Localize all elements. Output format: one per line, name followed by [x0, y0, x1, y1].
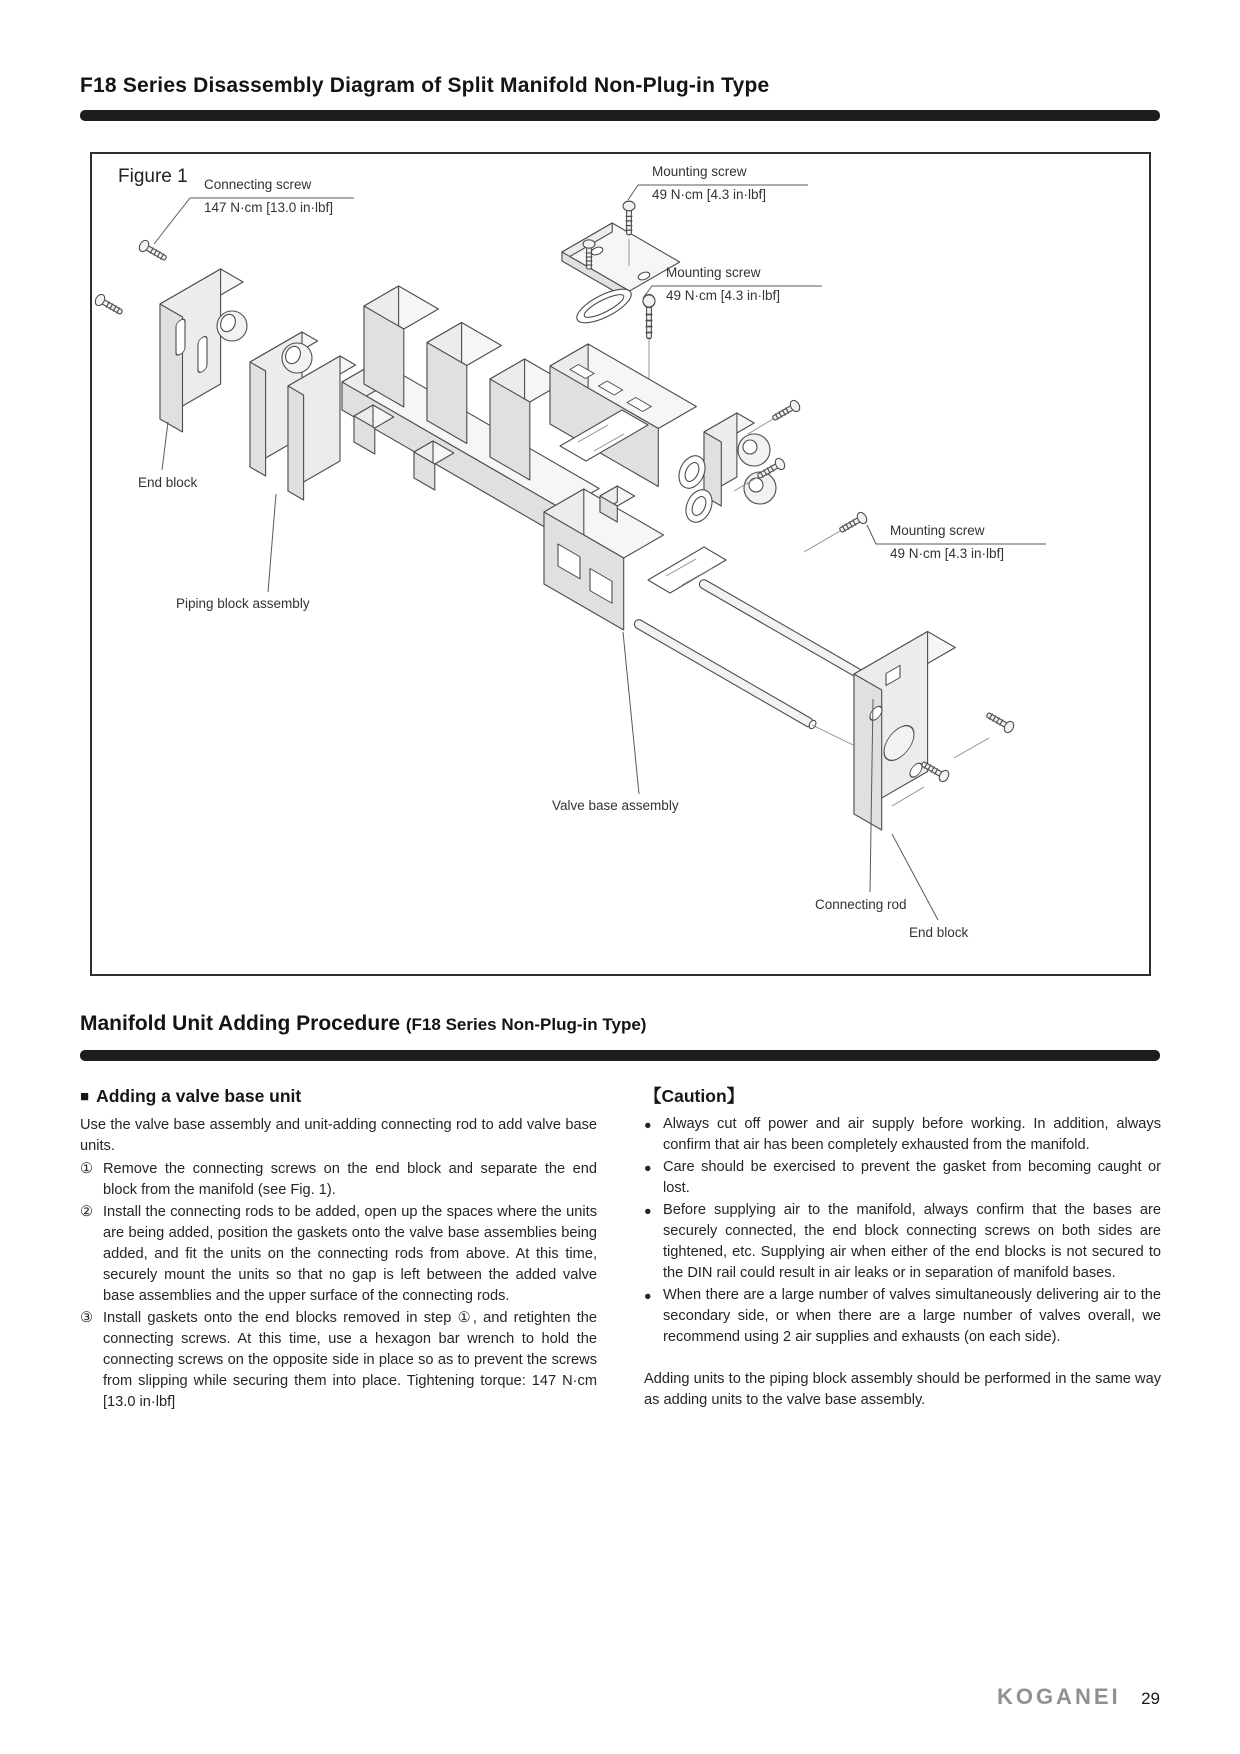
connecting-screw-icon — [137, 239, 168, 264]
piping-block-assembly-art — [217, 311, 356, 500]
label-mounting-screw-1: Mounting screw 49 N·cm [4.3 in·lbf] — [652, 164, 767, 202]
page-footer — [80, 1684, 1160, 1710]
mounting-screw-icon — [770, 399, 801, 424]
caution-item-1: ● Always cut off power and air supply before working. In addition, always confirm that air has been completely exhausted from the manifold. — [644, 1114, 1161, 1156]
label-valve-base-assembly: Valve base assembly — [552, 798, 679, 813]
bullet-icon: ● — [644, 1118, 652, 1132]
label-mounting-screw-2: Mounting screw 49 N·cm [4.3 in·lbf] — [666, 265, 781, 303]
manifold-base-art — [550, 344, 696, 487]
label-connecting-rod: Connecting rod — [815, 897, 907, 912]
caution-item-3: ● Before supplying air to the manifold, always confirm that the bases are securely connected, the end block connecting screws on both sides are tightened, etc. Supplying air when either of the end blocks is not secured to the DIN rail could result in air leaks or in separation of manifold bases. — [644, 1200, 1161, 1284]
caution-item-4: ● When there are a large number of valves simultaneously delivering air to the secondary side, or when there are a large number of valves overall, we recommend using 2 air supplies and exhausts (on each side). — [644, 1285, 1161, 1348]
connecting-screw-icon — [93, 293, 124, 318]
label-end-block-left: End block — [138, 475, 198, 490]
label-connecting-screw: Connecting screw 147 N·cm [13.0 in·lbf] — [204, 177, 334, 215]
adding-procedure-column — [80, 1086, 597, 1413]
title-rule — [80, 110, 1160, 121]
step-1: ① Remove the connecting screws on the end block and separate the end block from the manifold (see Fig. 1). — [80, 1159, 597, 1201]
page-title: F18 Series Disassembly Diagram of Split Manifold Non-Plug-in Type — [80, 74, 770, 97]
caution-column — [644, 1086, 1161, 1411]
section-title: Manifold Unit Adding Procedure (F18 Series Non-Plug-in Type) — [80, 1012, 647, 1035]
page-number: 29 — [1141, 1689, 1160, 1708]
connecting-screw-icon — [984, 709, 1015, 734]
caution-heading: 【Caution】 — [644, 1086, 745, 1106]
end-cap-art — [674, 413, 776, 526]
step-2: ② Install the connecting rods to be added, open up the spaces where the units are being added, position the gaskets onto the valve base assemblies being added, and fit the units on the connecting rods from above. At this time, securely mount the units so that no gap is left between the added valve base assemblies and the upper surface of the connecting rods. — [80, 1202, 597, 1307]
caution-item-2: ● Care should be exercised to prevent the gasket from becoming caught or lost. — [644, 1157, 1161, 1199]
mounting-screw-icon — [643, 295, 655, 339]
step-3: ③ Install gaskets onto the end blocks removed in step ①, and retighten the connecting screws. At this time, use a hexagon bar wrench to hold the connecting screws on the opposite side in place so as to prevent the screws from slipping while securing them into place. Tightening torque: 147 N·cm [13.0 in·lbf] — [80, 1308, 597, 1413]
label-piping-block-assembly: Piping block assembly — [176, 596, 310, 611]
end-block-left-art — [160, 269, 243, 432]
figure-1-box — [90, 152, 1151, 976]
adding-heading: ■ Adding a valve base unit — [80, 1086, 302, 1106]
section-subtitle: (F18 Series Non-Plug-in Type) — [405, 1015, 647, 1034]
mounting-screw-icon — [837, 511, 868, 536]
step-number: ② — [80, 1204, 94, 1220]
bullet-icon: ● — [644, 1161, 652, 1175]
square-bullet-icon: ■ — [80, 1088, 90, 1105]
label-mounting-screw-3: Mounting screw 49 N·cm [4.3 in·lbf] — [890, 523, 1005, 561]
end-block-right-art — [854, 632, 955, 831]
bullet-icon: ● — [644, 1289, 652, 1303]
step-number: ③ — [80, 1310, 94, 1326]
figure-caption: Figure 1 — [118, 166, 188, 187]
section-rule — [80, 1050, 1160, 1061]
adding-intro: Use the valve base assembly and unit-adding connecting rod to add valve base units. — [80, 1117, 597, 1154]
koganei-logo: KOGANEI — [996, 1684, 1121, 1709]
bullet-icon: ● — [644, 1204, 652, 1218]
caution-closing: Adding units to the piping block assembly should be performed in the same way as adding units to the valve base assembly. — [644, 1371, 1161, 1408]
label-end-block-right: End block — [909, 925, 969, 940]
clamp-plate-art — [562, 223, 680, 329]
connecting-rods-art — [633, 578, 890, 758]
exploded-diagram — [92, 154, 1149, 974]
step-number: ① — [80, 1161, 94, 1177]
